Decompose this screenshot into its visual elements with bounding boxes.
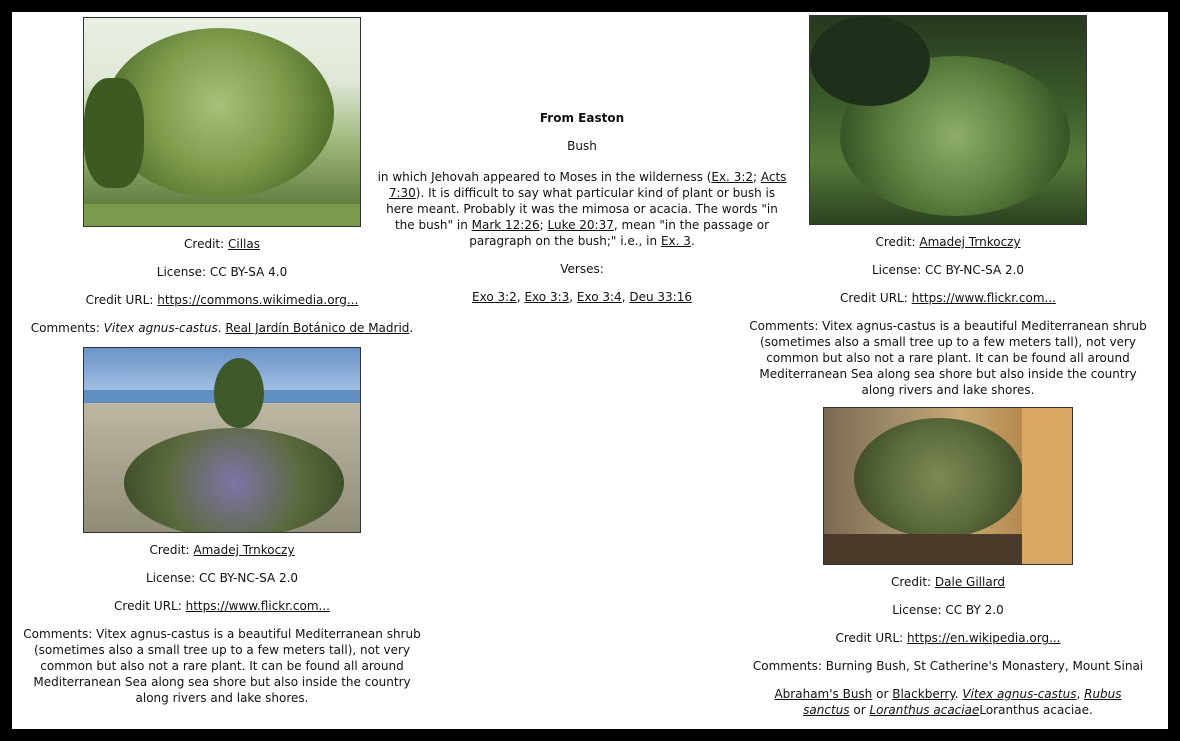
definition-text: in which Jehovah appeared to Moses in the wilderness (Ex. 3:2; Acts 7:30). It is difficult to say what particular kind of plant or bush is here meant. Probably it was the mimosa or acacia. The words "in the bush" in Mark 12:26; Luke 20:37, mean "in the passage or paragraph on the bush;" i.e., in Ex. 3. [377,170,787,248]
verses-label: Verses: [560,262,604,276]
credit-link[interactable]: Amadej Trnkoczy [193,543,295,557]
credit-url-link[interactable]: https://commons.wikimedia.org... [157,293,359,307]
credit-label: Credit: [890,575,932,589]
left-column [12,12,432,706]
credit-url-link[interactable]: https://www.flickr.com... [185,599,330,613]
comments-italic: Vitex agnus-castus [103,321,218,335]
photo-vitex-shrub[interactable] [809,15,1087,225]
photo-vitex-coast[interactable] [83,347,361,533]
definition-part: , mean "in the passage or paragraph on the bush;" i.e., in [469,218,770,248]
definition-part: in which Jehovah appeared to Moses in the wilderness ( [377,170,712,184]
related-tail: Loranthus acaciae. [979,703,1093,717]
ref-ex-3[interactable]: Ex. 3 [660,234,691,248]
credit-url-label: Credit URL: [835,631,904,645]
ref-mark-12-26[interactable]: Mark 12:26 [471,218,540,232]
credit-link[interactable]: Dale Gillard [934,575,1006,589]
related-link-vitex[interactable]: Vitex agnus-castus [962,687,1077,701]
ref-ex-3-2[interactable]: Ex. 3:2 [711,170,753,184]
ref-acts-7-30[interactable]: Acts 7:30 [388,170,787,200]
license-text: License: CC BY-NC-SA 2.0 [145,571,299,585]
photo-burning-bush[interactable] [823,407,1073,565]
credit-url-label: Credit URL: [114,599,182,613]
comments-text: Comments: Vitex agnus-castus is a beautiful Mediterranean shrub (sometimes also a small tree up to a few meters tall), not very common but also not a rare plant. It can be found all around Mediterranean Sea along sea shore but also inside the country along rivers and lake shores. [749,319,1147,397]
card2-meta [12,542,432,706]
comments-label: Comments: [30,321,100,335]
license-text: License: CC BY 2.0 [892,603,1004,617]
term-title: Bush [567,139,597,153]
credit-url-link[interactable]: https://www.flickr.com... [911,291,1056,305]
verse-link[interactable]: Deu 33:16 [629,290,692,304]
right-card1-meta [738,234,1158,398]
right-card2-meta [738,574,1158,718]
credit-link[interactable]: Cillas [227,237,260,251]
related-or: or [853,703,866,717]
related-link-blackberry[interactable]: Blackberry [892,687,955,701]
related-or: or [876,687,889,701]
ref-luke-20-37[interactable]: Luke 20:37 [547,218,614,232]
related-link-loranthus[interactable]: Loranthus acaciae [869,703,980,717]
middle-column [377,110,787,317]
credit-label: Credit: [184,237,225,251]
related-plants: Abraham's Bush or Blackberry. Vitex agnus-castus, Rubus sanctus or Loranthus acaciaeLoranthus acaciae. [774,687,1122,717]
source-heading: From Easton [539,111,625,125]
credit-url-link[interactable]: https://en.wikipedia.org... [907,631,1061,645]
credit-label: Credit: [875,235,916,249]
verse-link[interactable]: Exo 3:3 [524,290,570,304]
credit-label: Credit: [149,543,190,557]
license-text: License: CC BY-SA 4.0 [156,265,288,279]
license-text: License: CC BY-NC-SA 2.0 [871,263,1025,277]
definition-part: ). It is difficult to say what particular kind of plant or bush is here meant. Probably it was the mimosa or acacia. The words "in the bush" in [386,186,778,232]
comments-link[interactable]: Real Jardín Botánico de Madrid [225,321,410,335]
page [12,12,1168,729]
verse-link[interactable]: Exo 3:4 [576,290,622,304]
related-link-rubus[interactable]: Rubus sanctus [803,687,1122,717]
comments-text: Comments: Vitex agnus-castus is a beautiful Mediterranean shrub (sometimes also a small tree up to a few meters tall), not very common but also not a rare plant. It can be found all around Mediterranean Sea along sea shore but also inside the country along rivers and lake shores. [23,627,421,705]
credit-url-label: Credit URL: [85,293,154,307]
credit-url-label: Credit URL: [840,291,908,305]
related-link-abrahams-bush[interactable]: Abraham's Bush [774,687,873,701]
comments-text: Comments: Burning Bush, St Catherine's Monastery, Mount Sinai [752,659,1144,673]
photo-vitex-tree[interactable] [83,17,361,227]
credit-link[interactable]: Amadej Trnkoczy [919,235,1021,249]
verses-list: Exo 3:2, Exo 3:3, Exo 3:4, Deu 33:16 [472,290,692,304]
card1-meta: Credit: Cillas License: CC BY-SA 4.0 Credit URL: https://commons.wikimedia.org... Comments: Vitex agnus-castus. Real Jardín Botánico de Madrid. [12,236,432,336]
right-column [738,12,1158,718]
verse-link[interactable]: Exo 3:2 [472,290,517,304]
